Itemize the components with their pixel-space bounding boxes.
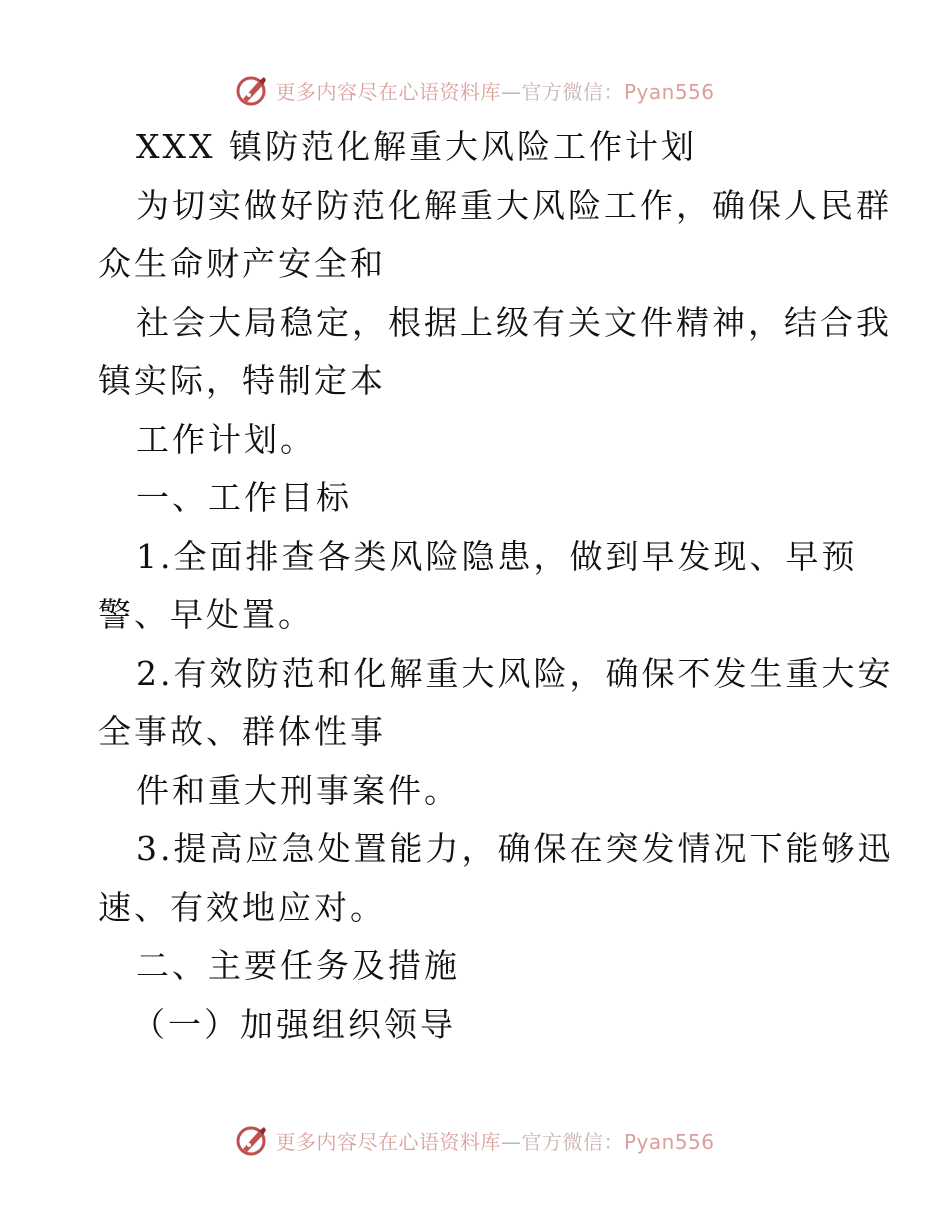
list-item-continuation: 警、早处置。 — [98, 595, 314, 634]
paragraph-line: 为切实做好防范化解重大风险工作，确保人民群 — [136, 185, 892, 225]
list-item: 3.提高应急处置能力，确保在突发情况下能够迅 — [136, 829, 894, 868]
list-item-continuation: 件和重大刑事案件。 — [136, 770, 460, 810]
document-title: XXX 镇防范化解重大风险工作计划 — [136, 127, 697, 166]
section-heading: 一、工作目标 — [136, 478, 352, 517]
watermark-text: 更多内容尽在心语资料库—官方微信：Pyan556 — [275, 79, 715, 104]
paragraph-line: 镇实际，特制定本 — [98, 361, 386, 400]
pen-nib-circle-icon — [235, 1123, 269, 1157]
list-item-continuation: 速、有效地应对。 — [98, 887, 386, 927]
list-item: 1.全面排查各类风险隐患，做到早发现、早预 — [136, 536, 858, 576]
list-item: 2.有效防范和化解重大风险，确保不发生重大安 — [136, 653, 894, 693]
section-heading: 二、主要任务及措施 — [136, 946, 460, 985]
subsection-heading: （一）加强组织领导 — [132, 1004, 456, 1044]
paragraph-line: 众生命财产安全和 — [98, 244, 386, 283]
document-body — [98, 118, 894, 1054]
paragraph-line: 工作计划。 — [136, 419, 316, 459]
watermark-text: 更多内容尽在心语资料库—官方微信：Pyan556 — [275, 1129, 715, 1154]
paragraph-line: 社会大局稳定，根据上级有关文件精神，结合我 — [136, 302, 892, 342]
list-item-continuation: 全事故、群体性事 — [98, 712, 386, 751]
header-watermark — [0, 70, 950, 110]
pen-nib-circle-icon — [235, 73, 269, 107]
footer-watermark — [0, 1120, 950, 1160]
